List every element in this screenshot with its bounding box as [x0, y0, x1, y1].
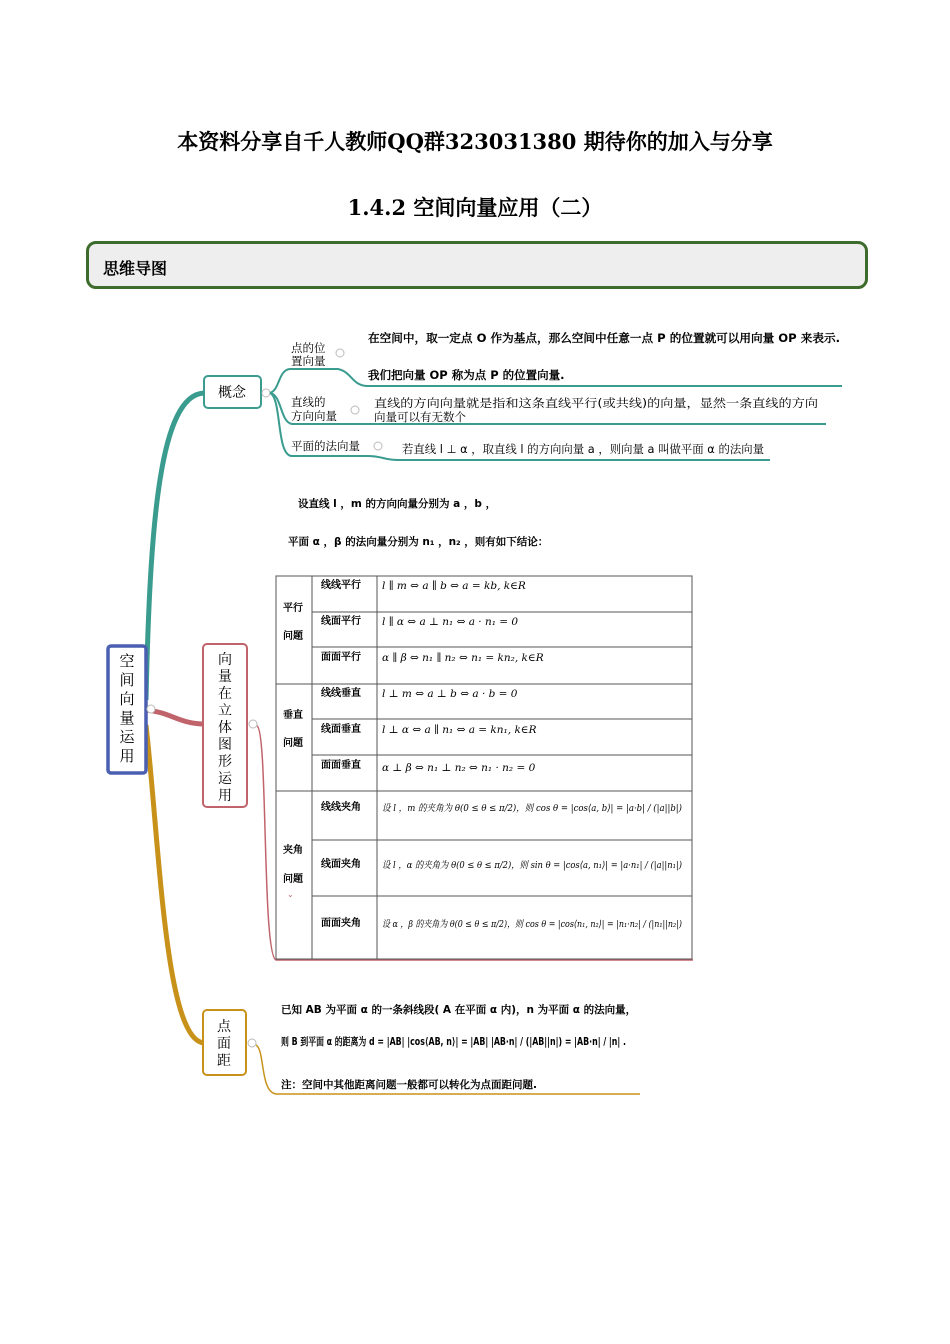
distance-text: 则 B 到平面 α 的距离为 d = |AB| |cos⟨AB, n⟩| = |AB| |AB·n| / (|AB||n|) = |AB·n| / |n| .: [281, 1036, 742, 1048]
application-char: 向: [218, 652, 232, 668]
root-char: 间: [119, 671, 135, 689]
application-char: 用: [218, 788, 232, 804]
distance-char: 点: [217, 1019, 231, 1035]
row-formula: α ⊥ β ⇔ n₁ ⊥ n₂ ⇔ n₁ · n₂ = 0: [382, 762, 536, 774]
group-name: 夹角: [283, 845, 303, 856]
group-name: 平行: [283, 603, 303, 614]
chevron-down-icon[interactable]: ⌄: [287, 890, 294, 899]
concept-text: 在空间中，取一定点 O 作为基点，那么空间中任意一点 P 的位置就可以用向量 OP 来表示.: [368, 331, 840, 345]
row-label: 线线垂直: [321, 688, 361, 699]
distance-char: 面: [217, 1036, 231, 1052]
row-formula: 设 l ，m 的夹角为 θ(0 ≤ θ ≤ π/2)，则 cos θ = |cos⟨a, b⟩| = |a·b| / (|a||b|): [382, 803, 683, 814]
row-formula: α ∥ β ⇔ n₁ ∥ n₂ ⇔ n₁ = kn₂, k∈R: [382, 652, 544, 664]
concept-item-label: 点的位: [291, 341, 326, 355]
row-label: 线线平行: [321, 580, 361, 591]
application-intro: 平面 α ，β 的法向量分别为 n₁ ，n₂ ，则有如下结论：: [288, 536, 549, 548]
document-title: 1.4.2 空间向量应用（二）: [347, 195, 603, 220]
row-formula: l ⊥ m ⇔ a ⊥ b ⇔ a · b = 0: [382, 688, 518, 700]
branch-application: [146, 710, 204, 724]
header-line-1: 本资料分享自千人教师QQ群323031380 期待你的加入与分享: [177, 129, 773, 154]
row-label: 面面夹角: [321, 918, 361, 929]
application-char: 立: [218, 703, 232, 719]
root-char: 空: [119, 652, 135, 670]
row-label: 线线夹角: [321, 802, 361, 813]
collapse-icon[interactable]: [351, 406, 359, 414]
collapse-icon[interactable]: [147, 705, 155, 713]
row-label: 面面平行: [321, 652, 361, 663]
root-char: 向: [119, 690, 135, 708]
concept-item-label: 平面的法向量: [291, 439, 360, 453]
application-char: 形: [218, 754, 232, 770]
branch-distance: [146, 725, 204, 1043]
row-formula: 设 l ，α 的夹角为 θ(0 ≤ θ ≤ π/2)，则 sin θ = |cos⟨a, n₁⟩| = |a·n₁| / (|a||n₁|): [382, 860, 683, 871]
group-name: 垂直: [283, 710, 303, 721]
concept-item-label: 方向向量: [291, 409, 337, 423]
concept-item-label: 直线的: [291, 395, 326, 409]
group-name: 问题: [283, 738, 303, 749]
collapse-icon[interactable]: [374, 442, 382, 450]
collapse-icon[interactable]: [262, 389, 270, 397]
root-char: 量: [119, 709, 135, 727]
root-char: 运: [119, 728, 135, 746]
row-formula: 设 α ，β 的夹角为 θ(0 ≤ θ ≤ π/2)，则 cos θ = |cos⟨n₁, n₂⟩| = |n₁·n₂| / (|n₁||n₂|): [382, 919, 683, 930]
application-char: 运: [218, 771, 232, 787]
concept-text: 向量可以有无数个: [374, 410, 466, 424]
collapse-icon[interactable]: [248, 1039, 256, 1047]
application-char: 图: [218, 737, 232, 753]
application-char: 量: [218, 669, 232, 685]
row-formula: l ∥ m ⇔ a ∥ b ⇔ a = kb, k∈R: [382, 580, 526, 592]
group-name: 问题: [283, 874, 303, 885]
row-label: 面面垂直: [321, 760, 361, 771]
application-intro: 设直线 l ，m 的方向向量分别为 a ，b ，: [298, 498, 497, 510]
concept-text: 若直线 l ⊥ α ，取直线 l 的方向向量 a ，则向量 a 叫做平面 α 的法向量: [402, 442, 764, 456]
row-label: 线面平行: [321, 616, 361, 627]
concept-label: 概念: [218, 385, 246, 401]
concept-text: 直线的方向向量就是指和这条直线平行(或共线)的向量，显然一条直线的方向: [374, 396, 818, 410]
row-formula: l ∥ α ⇔ a ⊥ n₁ ⇔ a · n₁ = 0: [382, 616, 519, 628]
collapse-icon[interactable]: [336, 349, 344, 357]
section-title: 思维导图: [103, 259, 168, 278]
group-name: 问题: [283, 631, 303, 642]
distance-note: 注：空间中其他距离问题一般都可以转化为点面距问题.: [281, 1079, 537, 1091]
row-label: 线面垂直: [321, 724, 361, 735]
application-char: 在: [218, 686, 232, 702]
distance-char: 距: [217, 1053, 231, 1069]
root-char: 用: [119, 747, 135, 765]
branch-concept: [146, 393, 204, 700]
distance-text: 已知 AB 为平面 α 的一条斜线段( A 在平面 α 内)，n 为平面 α 的法向量，: [281, 1004, 637, 1016]
concept-text: 我们把向量 OP 称为点 P 的位置向量.: [368, 368, 565, 382]
concept-item-label: 置向量: [291, 354, 326, 368]
application-char: 体: [218, 720, 232, 736]
collapse-icon[interactable]: [249, 720, 257, 728]
row-formula: l ⊥ α ⇔ a ∥ n₁ ⇔ a = kn₁, k∈R: [382, 724, 537, 736]
row-label: 线面夹角: [321, 859, 361, 870]
